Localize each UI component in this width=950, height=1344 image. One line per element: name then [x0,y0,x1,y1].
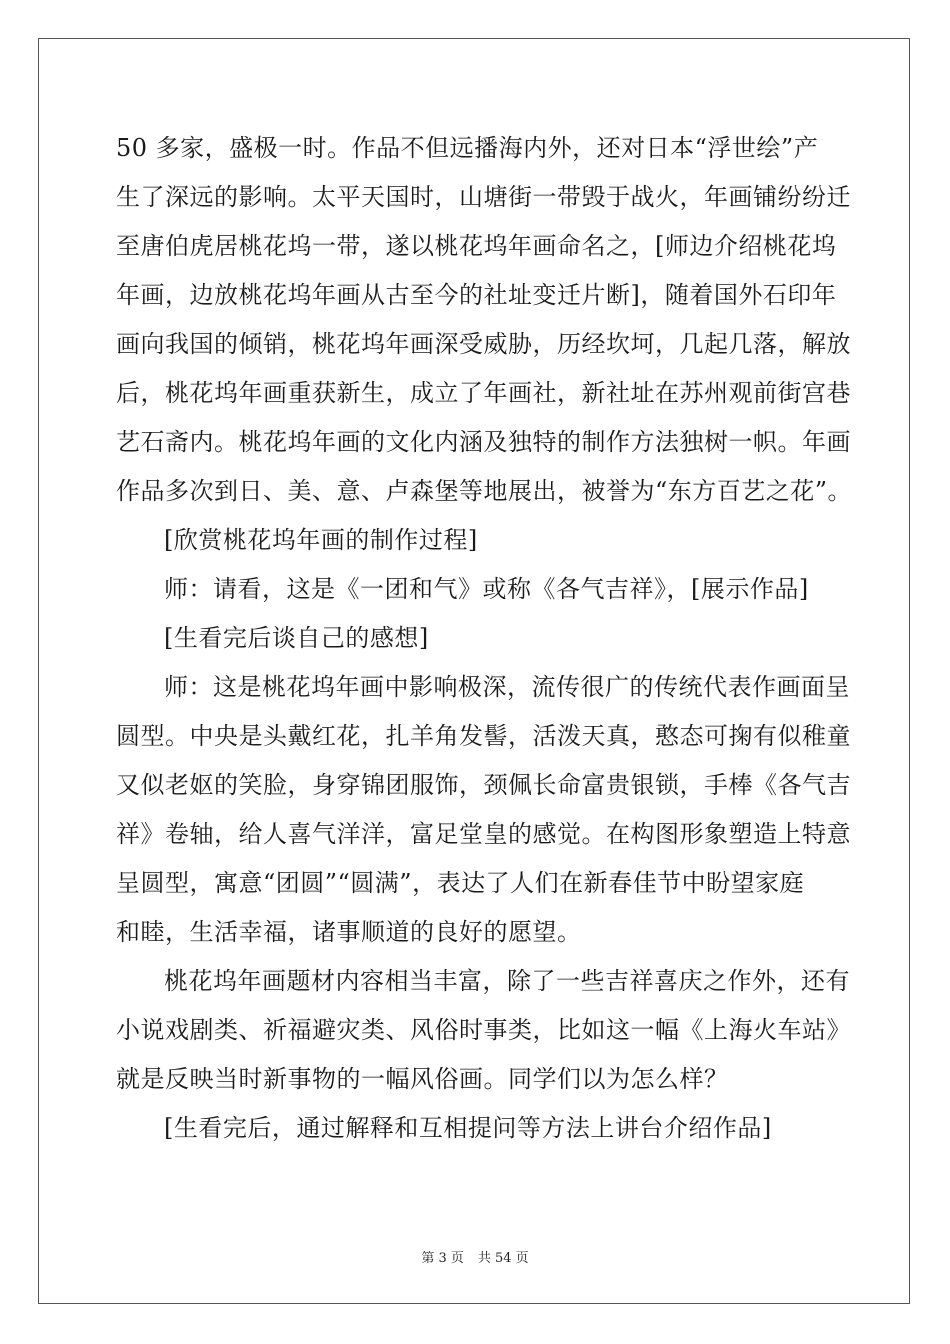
text-line: 呈圆型，寓意“团圆”“圆满”，表达了人们在新春佳节中盼望家庭 [116,869,805,897]
text-line: 画向我国的倾销，桃花坞年画深受威胁，历经坎坷，几起几落，解放 [116,330,851,358]
text-line: 生了深远的影响。太平天国时，山塘街一带毁于战火，年画铺纷纷迁 [116,183,851,211]
text-line: 就是反映当时新事物的一幅风俗画。同学们以为怎么样？ [116,1065,729,1093]
page-footer [0,1247,950,1266]
text-line: 艺石斋内。桃花坞年画的文化内涵及独特的制作方法独树一帜。年画 [116,428,851,456]
page-number: 第 3 页 [421,1251,464,1266]
text-line: 年画，边放桃花坞年画从古至今的社址变迁片断]，随着国外石印年 [116,281,837,309]
text-line: 小说戏剧类、祈福避灾类、风俗时事类，比如这一幅《上海火车站》 [116,1016,851,1044]
text-line: 和睦，生活幸福，诸事顺道的良好的愿望。 [116,918,582,946]
text-line: 后，桃花坞年画重获新生，成立了年画社，新社址在苏州观前街宫巷 [116,379,851,407]
text-line: 至唐伯虎居桃花坞一带，遂以桃花坞年画命名之，[师边介绍桃花坞 [116,232,837,260]
text-line: 祥》卷轴，给人喜气洋洋，富足堂皇的感觉。在构图形象塑造上特意 [116,820,851,848]
paragraph-first-line: [生看完后，通过解释和互相提问等方法上讲台介绍作品] [164,1114,772,1142]
paragraph-first-line: 师：请看，这是《一团和气》或称《各气吉祥》，[展示作品] [164,575,809,603]
paragraph-first-line: 师：这是桃花坞年画中影响极深，流传很广的传统代表作画面呈 [164,673,850,701]
page-total: 共 54 页 [477,1251,529,1266]
text-line: 50 多家，盛极一时。作品不但远播海内外，还对日本“浮世绘”产 [116,134,819,162]
paragraph-first-line: [欣赏桃花坞年画的制作过程] [164,526,478,554]
document-body [116,124,853,1153]
text-line: 又似老妪的笑脸，身穿锦团服饰，颈佩长命富贵银锁，手棒《各气吉 [116,771,851,799]
text-line: 圆型。中央是头戴红花，扎羊角发髻，活泼天真，憨态可掬有似稚童 [116,722,851,750]
text-line: 作品多次到日、美、意、卢森堡等地展出，被誉为“东方百艺之花”。 [116,477,853,505]
paragraph-first-line: [生看完后谈自己的感想] [164,624,429,652]
paragraph-first-line: 桃花坞年画题材内容相当丰富，除了一些吉祥喜庆之作外，还有 [164,967,850,995]
